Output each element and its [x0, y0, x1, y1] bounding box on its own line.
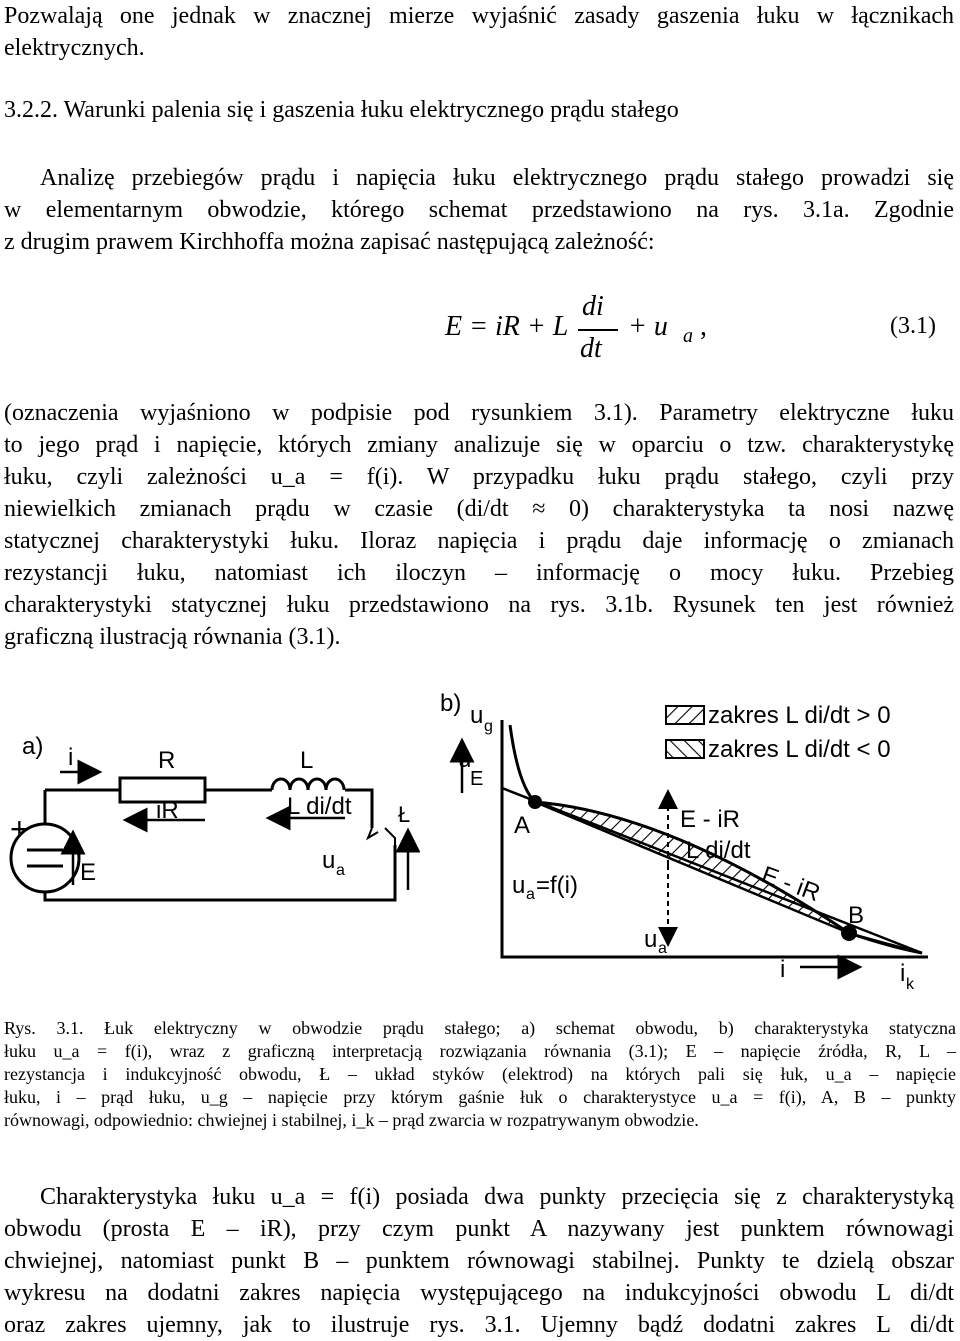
- arc-contact-lower: [385, 828, 395, 845]
- figure-a-circuit: [0, 680, 420, 920]
- ug-label-subscript: g: [484, 718, 493, 735]
- section-heading: [4, 94, 954, 126]
- paragraph-line: chwiejnej, natomiast punkt B – punktem równowagi stabilnej. Punkty te dzielą obszar: [4, 1248, 954, 1274]
- ue-label: u: [458, 746, 472, 773]
- paragraph-line: charakterystyki statycznej łuku przedstawiono na rys. 3.1b. Rysunek ten jest również: [4, 592, 954, 618]
- caption-line: równowagi, odpowiednio: chwiejnej i stabilnej, i_k – prąd zwarcia w rozpatrywanym obwodzie.: [4, 1110, 699, 1130]
- e-minus-ir-label: E - iR: [680, 806, 740, 833]
- section-heading-text: 3.2.2. Warunki palenia się i gaszenia łuku elektrycznego prądu stałego: [4, 97, 679, 123]
- equation-rhs-subscript: a: [683, 325, 693, 347]
- paragraph-line: (oznaczenia wyjaśniono w podpisie pod rysunkiem 3.1). Parametry elektryczne łuku: [4, 400, 954, 426]
- paragraph-line: Analizę przebiegów prądu i napięcia łuku elektrycznego prądu stałego prowadzi się: [40, 165, 954, 191]
- equation-rhs: + u: [628, 311, 668, 342]
- resistor-label: R: [158, 747, 176, 774]
- paragraph-3: [4, 1181, 954, 1341]
- resistor-drop-label: iR: [156, 797, 179, 824]
- equation-number: (3.1): [890, 313, 936, 339]
- panel-b-label: b): [440, 690, 462, 717]
- intro-line: elektrycznych.: [4, 35, 145, 61]
- arc-contact-spark: [368, 828, 378, 838]
- ug-label: u: [470, 702, 484, 729]
- paragraph-1: [4, 162, 954, 258]
- caption-line: łuku u_a = f(i), wraz z graficzną interpretacją rozwiązania równania (3.1); E – napięcie źródła, R, L –: [4, 1041, 956, 1061]
- caption-line: łuku, i – prąd łuku, u_g – napięcie przy którym gaśnie łuk o charakterystyce u_a = f(i), A, B – punkty: [4, 1087, 956, 1107]
- l-didt-label: L di/dt: [686, 837, 751, 864]
- plus-sign: +: [10, 811, 29, 847]
- inductor: [272, 779, 344, 790]
- paragraph-line: z drugim prawem Kirchhoffa można zapisać następującą zależność:: [4, 229, 655, 255]
- legend-swatch-positive: [666, 706, 704, 724]
- figure-caption: [4, 1017, 956, 1132]
- caption-line: Rys. 3.1. Łuk elektryczny w obwodzie prądu stałego; a) schemat obwodu, b) charakterystyka statyczna: [4, 1018, 956, 1038]
- paragraph-line: statycznej charakterystyki łuku. Iloraz napięcia i prądu daje informację o zmianach: [4, 528, 954, 554]
- equation-comma: ,: [700, 311, 707, 342]
- point-a: [528, 795, 542, 809]
- panel-a-label: a): [22, 733, 44, 760]
- point-a-label: A: [514, 812, 531, 839]
- ua-curve-label-eq: =f(i): [536, 872, 578, 899]
- ua-curve-label: u: [512, 872, 526, 899]
- paragraph-line: obwodu (prosta E – iR), przy czym punkt A nazywany jest punktem równowagi: [4, 1216, 954, 1242]
- fraction-bar: [578, 329, 618, 331]
- point-b-label: B: [848, 902, 865, 929]
- ue-label-subscript: E: [470, 768, 484, 790]
- legend-negative: zakres L di/dt < 0: [708, 736, 891, 763]
- equation-lhs: E = iR + L: [445, 311, 569, 342]
- paragraph-line: wykresu na dodatni zakres napięcia występującego na indukcyjności obwodu L di/dt: [4, 1280, 954, 1306]
- paragraph-2: [4, 397, 954, 653]
- circuit-line-label: E - iR: [757, 861, 824, 908]
- inductor-drop-label: L di/dt: [287, 793, 352, 820]
- paragraph-line: to jego prąd i napięcie, których zmiany analizuje się w oparciu o tzw. charakterystykę: [4, 432, 954, 458]
- caption-line: rezystancja i indukcyjność obwodu, Ł – układ styków (elektrod) na których pali się łuk, u_a – napięcie: [4, 1064, 956, 1084]
- paragraph-line: oraz zakres ujemny, jak to ilustruje rys. 3.1. Ujemny bądź dodatni zakres L di/dt: [4, 1312, 954, 1338]
- paragraph-line: niewielkich zmianach prądu w czasie (di/dt ≈ 0) charakterystyka ta nosi nazwę: [4, 496, 954, 522]
- inductor-label: L: [300, 747, 314, 774]
- legend-positive: zakres L di/dt > 0: [708, 702, 891, 729]
- figure-b-characteristic: [430, 685, 950, 1000]
- arc-label: Ł: [398, 802, 411, 827]
- paragraph-line: graficzną ilustracją równania (3.1).: [4, 624, 341, 650]
- paragraph-line: łuku, czyli zależności u_a = f(i). W przypadku łuku prądu stałego, czyli przy: [4, 464, 954, 490]
- ua-arrow-label: u: [644, 926, 658, 953]
- intro-paragraph: [4, 0, 954, 64]
- ua-arrow-label-subscript: a: [658, 940, 667, 957]
- legend-swatch-negative: [666, 740, 704, 758]
- paragraph-line: Charakterystyka łuku u_a = f(i) posiada dwa punkty przecięcia się z charakterystyką: [40, 1184, 954, 1210]
- paragraph-line: w elementarnym obwodzie, którego schemat przedstawiono na rys. 3.1a. Zgodnie: [4, 197, 954, 223]
- ik-label-subscript: k: [906, 976, 914, 993]
- arc-voltage-subscript: a: [336, 862, 345, 879]
- equation-numerator: di: [582, 291, 604, 322]
- source-label: E: [80, 859, 97, 886]
- current-label: i: [68, 744, 74, 771]
- paragraph-line: rezystancji łuku, natomiast ich iloczyn – informację o mocy łuku. Przebieg: [4, 560, 954, 586]
- ua-curve-label-subscript: a: [526, 886, 535, 903]
- x-axis-label: i: [780, 956, 786, 983]
- intro-line: Pozwalają one jednak w znacznej mierze wyjaśnić zasady gaszenia łuku w łącznikach: [4, 3, 954, 29]
- arc-voltage-label: u: [322, 847, 336, 874]
- equation-denominator: dt: [580, 333, 602, 364]
- ik-label: i: [900, 960, 906, 987]
